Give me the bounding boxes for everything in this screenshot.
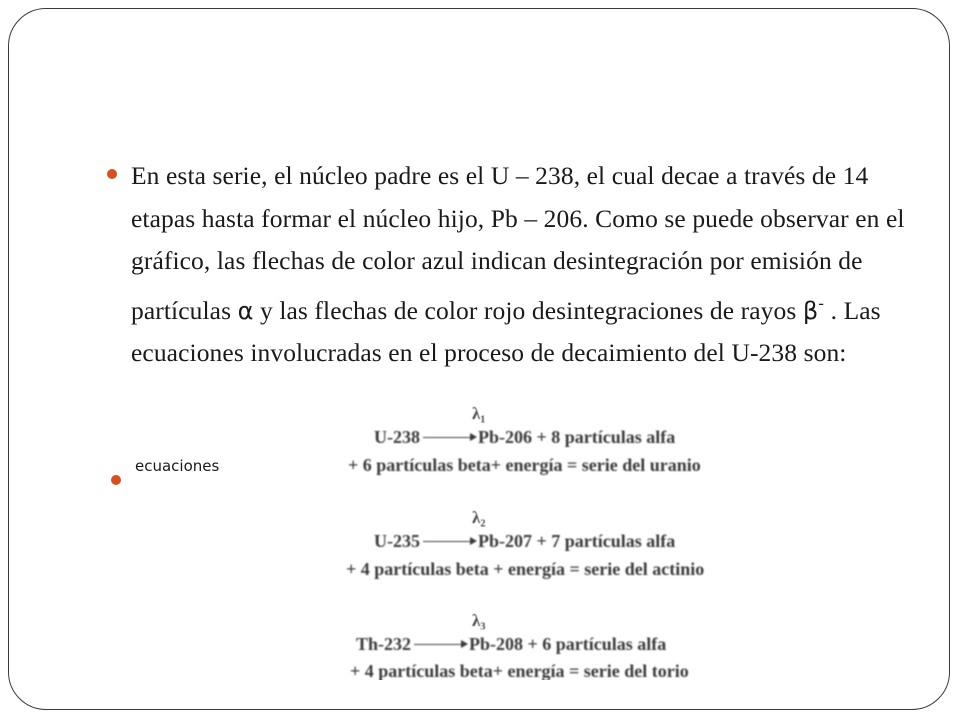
arrow-icon	[414, 644, 466, 645]
equation-reactant: U-238	[374, 427, 420, 447]
lambda-label: λ₃	[472, 611, 486, 630]
equation-line	[356, 634, 666, 655]
arrow-icon	[423, 541, 475, 542]
lambda-label: λ₂	[472, 508, 486, 527]
beta-superscript: -	[818, 293, 825, 313]
alpha-symbol: α	[237, 296, 254, 325]
equation-products: Pb-208 + 6 partículas alfa	[469, 634, 667, 654]
equation-line	[374, 427, 675, 448]
main-paragraph	[131, 155, 911, 375]
lambda-label: λ₁	[472, 404, 486, 423]
equation-reactant: Th-232	[356, 634, 412, 654]
paragraph-text-1: En esta serie, el núcleo padre es el U – 238, el cual decae a través de 14 etapas hasta formar el núcleo hijo, Pb – 206. Como se puede observar en el gráfico, las flechas de color azul indican desintegración por emisión de partículas	[131, 161, 905, 325]
equation-line-2: + 6 partículas beta+ energía = serie del uranio	[348, 455, 701, 475]
bullet-dot	[111, 475, 121, 485]
paragraph-text-2: y las flechas de color rojo desintegraciones de rayos	[253, 295, 803, 325]
equation-line-2: + 4 partículas beta + energía = serie del actinio	[346, 559, 705, 579]
equation-products: Pb-206 + 8 partículas alfa	[478, 427, 676, 447]
equation-line	[374, 531, 675, 552]
equation-reactant: U-235	[374, 531, 420, 551]
equation-products: Pb-207 + 7 partículas alfa	[478, 531, 676, 551]
equations-image	[344, 402, 824, 680]
bullet-dot	[107, 169, 117, 179]
beta-symbol: β	[802, 296, 819, 325]
equations-label: ecuaciones	[135, 457, 220, 475]
paragraph-text-3: . Las ecuaciones involucradas en el proceso de decaimiento del U-238 son:	[131, 295, 881, 367]
arrow-icon	[423, 437, 475, 438]
equation-line-2: + 4 partículas beta+ energía = serie del torio	[350, 661, 689, 680]
